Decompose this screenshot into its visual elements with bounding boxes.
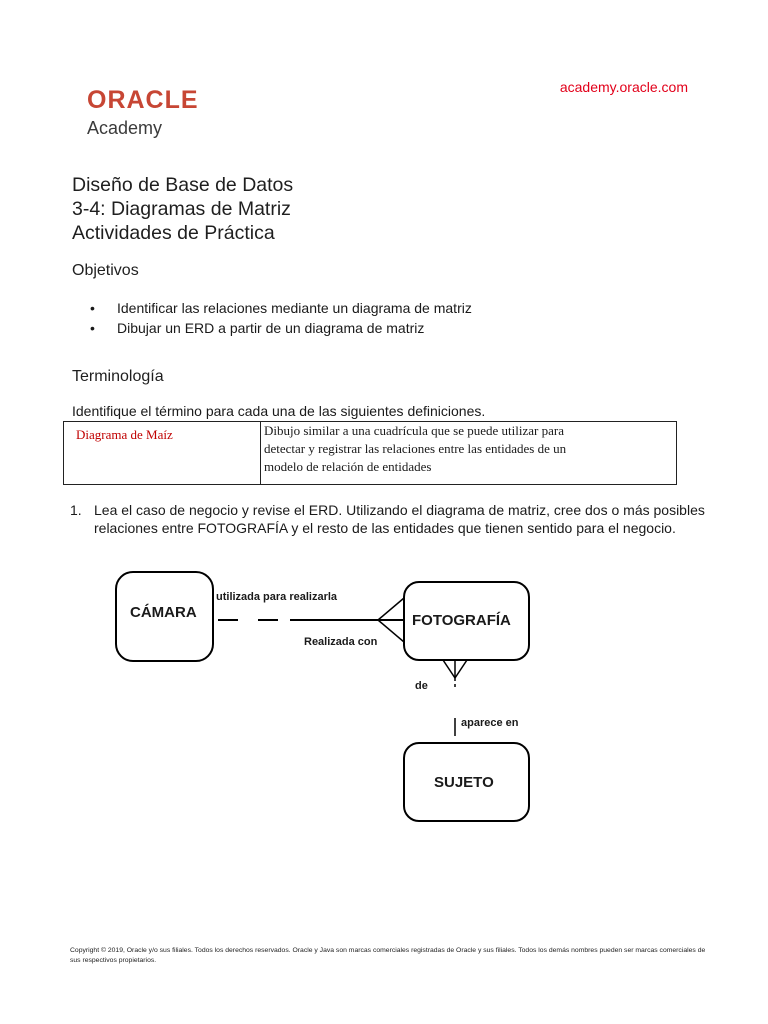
fotografia-crows-foot	[378, 620, 404, 642]
course-title: Diseño de Base de Datos	[72, 174, 294, 196]
objectives-heading: Objetivos	[72, 262, 139, 279]
definition-line: Dibujo similar a una cuadrícula que se puede utilizar para	[264, 423, 564, 438]
academy-site-link[interactable]: academy.oracle.com	[559, 79, 688, 95]
terminology-heading: Terminología	[72, 368, 164, 385]
activity-title: Actividades de Práctica	[72, 222, 275, 244]
definition-line: detectar y registrar las relaciones entre las entidades de un	[264, 441, 567, 456]
terminology-instruction: Identifique el término para cada una de las siguientes definiciones.	[72, 403, 486, 419]
objectives-list	[90, 298, 472, 338]
fotografia-entity-label: FOTOGRAFÍA	[412, 612, 511, 629]
erd-diagram-lines	[0, 560, 768, 840]
lesson-title: 3-4: Diagramas de Matriz	[72, 198, 291, 220]
logo-academy-text: Academy	[87, 118, 163, 138]
question-text: Lea el caso de negocio y revise el ERD. Utilizando el diagrama de matriz, cree dos o más posibles relaciones entre FOTOGRAFÍA y el resto de las entidades que tienen sentido para el negocio.	[94, 502, 705, 536]
fotografia-crows-foot	[443, 660, 455, 678]
oracle-academy-logo	[87, 86, 227, 139]
term-definition	[261, 422, 676, 484]
fotografia-crows-foot	[455, 660, 467, 678]
camera-to-photo-label: utilizada para realizarla	[216, 591, 338, 603]
question-number: 1.	[70, 502, 82, 518]
fotografia-crows-foot	[378, 598, 404, 620]
objective-item: • Identificar las relaciones mediante un diagrama de matriz	[90, 298, 472, 318]
camara-entity-label: CÁMARA	[130, 604, 197, 621]
question-1	[70, 501, 710, 537]
copyright-footer: Copyright © 2019, Oracle y/o sus filiales. Todos los derechos reservados. Oracle y Java son marcas comerciales registradas de Oracle y sus filiales. Todos los demás nombres pueden ser marcas comerciales de sus respectivos propietarios.	[70, 947, 706, 964]
term-answer[interactable]: Diagrama de Maíz	[64, 422, 261, 484]
logo-oracle-text: ORACLE	[87, 86, 199, 114]
sujeto-entity-label: SUJETO	[434, 774, 494, 791]
document-title	[72, 173, 293, 245]
objective-item: • Dibujar un ERD a partir de un diagrama de matriz	[90, 318, 472, 338]
erd-diagram	[0, 560, 768, 840]
photo-to-subject-label: de	[415, 680, 428, 692]
photo-to-camera-label: Realizada con	[304, 636, 378, 648]
terminology-table	[63, 421, 677, 485]
definition-line: modelo de relación de entidades	[264, 459, 432, 474]
subject-to-photo-label: aparece en	[461, 717, 519, 729]
